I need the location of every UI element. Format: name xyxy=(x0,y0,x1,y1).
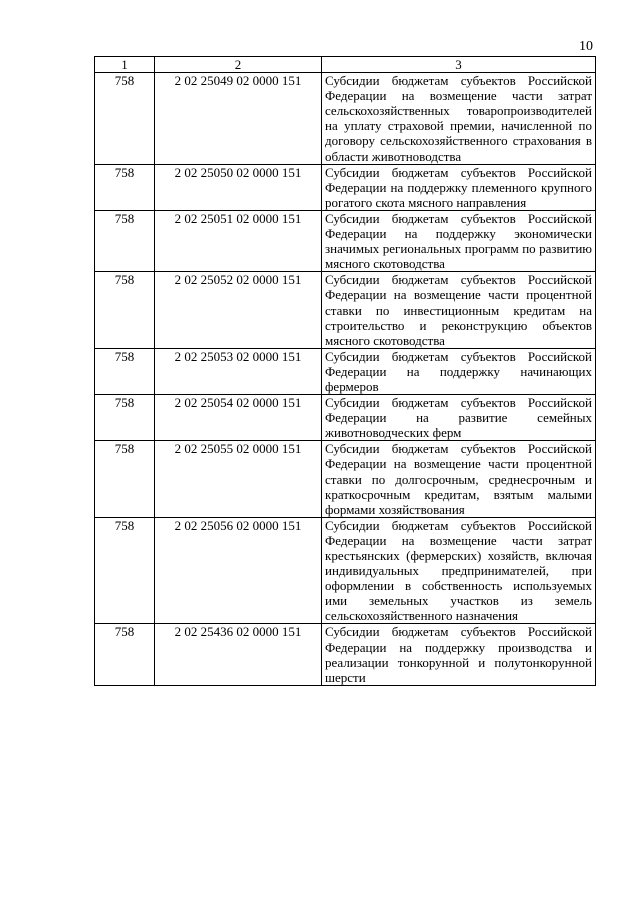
description-line: реализации тонкорунной и xyxy=(325,654,486,670)
column-header-1: 1 xyxy=(95,57,155,73)
description-cell xyxy=(322,624,596,685)
table-row xyxy=(95,348,596,394)
admin-code-cell: 758 xyxy=(95,517,155,624)
table-body xyxy=(95,73,596,686)
description-line: Субсидии бюджетам субъектов Российской xyxy=(325,272,592,288)
description-line: включая индивидуальных xyxy=(325,548,592,579)
description-line: крестьянских (фермерских) хозяйств, xyxy=(325,548,540,563)
description-line: развитию мясного скотоводства xyxy=(325,241,592,272)
description-line: кредитам на строительство и xyxy=(325,302,592,333)
description-line: Федерации на возмещение части xyxy=(325,287,519,303)
admin-code-cell: 758 xyxy=(95,441,155,517)
table-row xyxy=(95,441,596,517)
page-number: 10 xyxy=(579,39,593,54)
description-cell xyxy=(322,272,596,348)
description-cell xyxy=(322,348,596,394)
table-row xyxy=(95,73,596,165)
description-line: Субсидии бюджетам субъектов Российской xyxy=(325,624,592,640)
description-cell xyxy=(322,395,596,441)
admin-code-cell: 758 xyxy=(95,348,155,394)
budget-classification-table xyxy=(94,56,596,686)
description-line: сельскохозяйственных xyxy=(325,103,450,119)
description-line: Федерации на возмещение части затрат xyxy=(325,88,592,104)
description-line: фермеров xyxy=(325,378,379,394)
description-cell xyxy=(322,210,596,271)
table-header-row xyxy=(95,57,596,73)
admin-code-cell: 758 xyxy=(95,210,155,271)
budget-code-cell: 2 02 25053 02 0000 151 xyxy=(155,348,322,394)
description-line: товаропроизводителей на уплату страховой xyxy=(325,103,592,134)
description-line: Федерации на поддержку племенного xyxy=(325,179,537,195)
budget-code-cell: 2 02 25050 02 0000 151 xyxy=(155,164,322,210)
description-line: полутонкорунной шерсти xyxy=(325,654,592,685)
description-line: предпринимателей, при оформлении в xyxy=(325,563,593,594)
description-line: Субсидии бюджетам субъектов Российской xyxy=(325,164,592,180)
description-line: среднесрочным и краткосрочным кредитам, xyxy=(325,471,593,502)
budget-code-cell: 2 02 25055 02 0000 151 xyxy=(155,441,322,517)
description-line: Федерации на поддержку экономически xyxy=(325,226,592,242)
description-line: Субсидии бюджетам субъектов Российской xyxy=(325,517,592,533)
description-line: Федерации на поддержку начинающих xyxy=(325,363,592,379)
description-line: Субсидии бюджетам субъектов Российской xyxy=(325,210,592,226)
description-cell xyxy=(322,517,596,624)
budget-code-cell: 2 02 25436 02 0000 151 xyxy=(155,624,322,685)
description-line: животноводческих ферм xyxy=(325,425,462,441)
budget-code-cell: 2 02 25054 02 0000 151 xyxy=(155,395,322,441)
description-line: области животноводства xyxy=(325,148,462,164)
description-line: процентной ставки по инвестиционным xyxy=(325,287,592,318)
budget-code-cell: 2 02 25056 02 0000 151 xyxy=(155,517,322,624)
admin-code-cell: 758 xyxy=(95,164,155,210)
description-line: Федерации на развитие семейных xyxy=(325,410,592,426)
description-line: Федерации на возмещение части xyxy=(325,456,519,472)
table-row xyxy=(95,272,596,348)
description-line: крупного рогатого скота мясного xyxy=(325,179,593,210)
admin-code-cell: 758 xyxy=(95,395,155,441)
description-line: реконструкцию объектов мясного xyxy=(325,317,592,348)
description-cell xyxy=(322,164,596,210)
table-row xyxy=(95,210,596,271)
admin-code-cell: 758 xyxy=(95,624,155,685)
table-row xyxy=(95,624,596,685)
table-row xyxy=(95,164,596,210)
admin-code-cell: 758 xyxy=(95,272,155,348)
admin-code-cell: 758 xyxy=(95,73,155,165)
table-row xyxy=(95,395,596,441)
column-header-2: 2 xyxy=(155,57,322,73)
description-line: Федерации на возмещение части затрат xyxy=(325,532,592,548)
description-line: премии, начисленной по договору xyxy=(325,118,592,149)
description-line: собственность используемых ими xyxy=(325,578,592,609)
budget-code-cell: 2 02 25049 02 0000 151 xyxy=(155,73,322,165)
description-line: Субсидии бюджетам субъектов Российской xyxy=(325,395,592,411)
description-line: скотоводства xyxy=(373,332,445,348)
description-line: значимых региональных программ по xyxy=(325,241,536,257)
budget-code-cell: 2 02 25052 02 0000 151 xyxy=(155,272,322,348)
description-line: направления xyxy=(456,194,527,210)
description-line: Федерации на поддержку производства и xyxy=(325,639,592,655)
description-line: Субсидии бюджетам субъектов Российской xyxy=(325,73,592,89)
budget-code-cell: 2 02 25051 02 0000 151 xyxy=(155,210,322,271)
description-line: Субсидии бюджетам субъектов Российской xyxy=(325,441,592,457)
description-cell xyxy=(322,73,596,165)
description-line: Субсидии бюджетам субъектов Российской xyxy=(325,348,592,364)
description-cell xyxy=(322,441,596,517)
description-line: сельскохозяйственного страхования в xyxy=(380,133,592,149)
description-line: земельных участков из земель xyxy=(368,593,592,609)
table-row xyxy=(95,517,596,624)
description-line: процентной ставки по долгосрочным, xyxy=(325,456,592,487)
description-line: сельскохозяйственного назначения xyxy=(325,608,519,624)
column-header-3: 3 xyxy=(322,57,596,73)
description-line: взятым малыми формами хозяйствования xyxy=(325,486,593,517)
